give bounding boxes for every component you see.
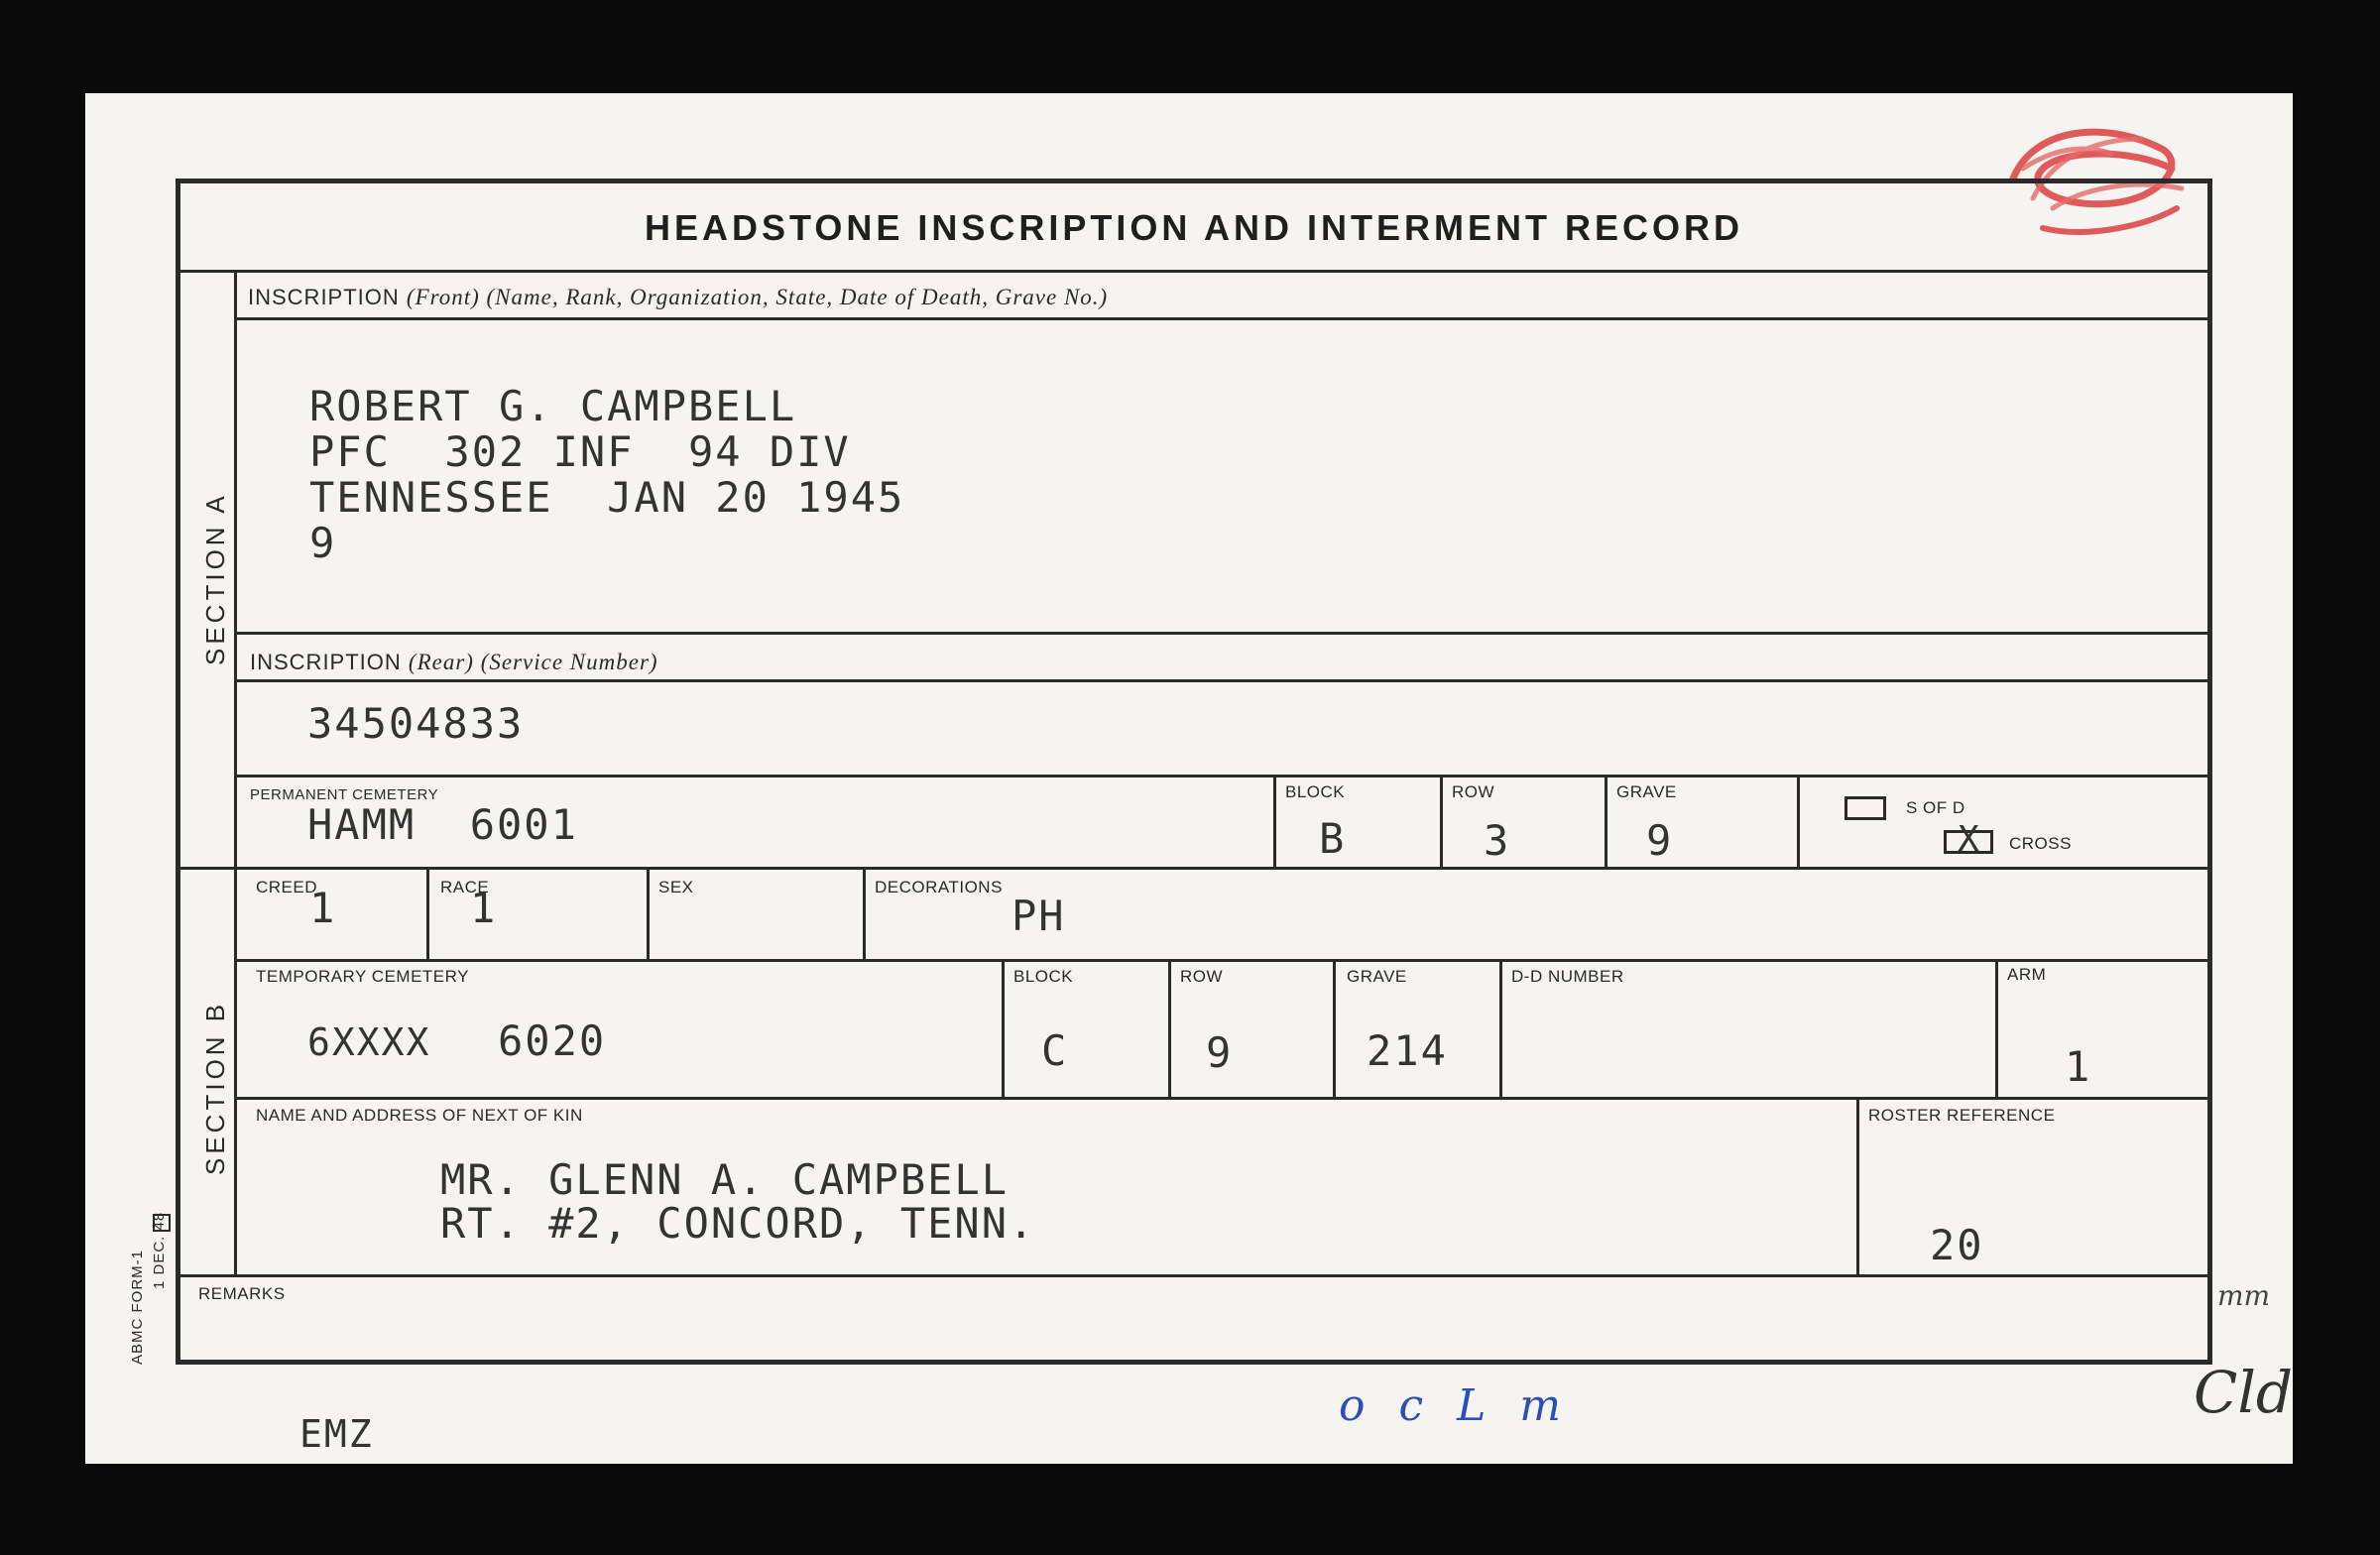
next-of-kin-line-2: RT. #2, CONCORD, TENN. — [440, 1199, 1036, 1248]
form-id-box — [153, 1214, 171, 1232]
roster-reference-value: 20 — [1930, 1221, 1984, 1269]
inscription-front-line-2: PFC 302 INF 94 DIV — [309, 427, 851, 476]
inscription-front-line-4: 9 — [309, 519, 337, 567]
inscription-front-line-1: ROBERT G. CAMPBELL — [309, 382, 797, 430]
temp-row-value: 9 — [1206, 1028, 1234, 1077]
form-title: HEADSTONE INSCRIPTION AND INTERMENT RECORD — [644, 207, 1744, 248]
perm-grave-value: 9 — [1646, 816, 1674, 865]
perm-grave-label: GRAVE — [1616, 782, 1677, 801]
section-a-label: SECTION A — [200, 492, 230, 665]
bottom-right-initials: Cld — [2194, 1359, 2294, 1426]
roster-reference-label: ROSTER REFERENCE — [1868, 1106, 2056, 1125]
service-number: 34504833 — [307, 699, 525, 748]
sofd-checkbox[interactable] — [1844, 796, 1886, 820]
headstone-record-form — [176, 179, 2212, 1365]
perm-row-label: ROW — [1452, 782, 1495, 801]
temp-grave-label: GRAVE — [1347, 967, 1407, 986]
temp-grave-value: 214 — [1367, 1026, 1448, 1075]
decorations-label: DECORATIONS — [875, 878, 1003, 897]
sofd-label: S OF D — [1906, 798, 1965, 817]
decorations-value: PH — [1012, 892, 1066, 940]
permanent-cemetery-value: HAMM 6001 — [307, 800, 578, 849]
inscription-rear-label: INSCRIPTION (Rear) (Service Number) — [250, 650, 658, 674]
temporary-cemetery-value: 6020 — [498, 1017, 607, 1065]
dd-number-label: D-D NUMBER — [1511, 967, 1624, 986]
perm-block-value: B — [1319, 814, 1347, 863]
cross-checkbox[interactable] — [1944, 819, 1993, 860]
arm-label: ARM — [2007, 965, 2047, 984]
form-id-line-2: 1 DEC. 48 — [151, 1211, 168, 1289]
creed-label: CREED — [256, 878, 318, 897]
inscription-front-line-3: TENNESSEE JAN 20 1945 — [309, 473, 905, 522]
permanent-cemetery-label: PERMANENT CEMETERY — [250, 786, 439, 803]
remarks-label: REMARKS — [198, 1284, 286, 1303]
blue-handwritten-note: o c L m — [1339, 1380, 1572, 1431]
perm-row-value: 3 — [1484, 816, 1511, 865]
right-margin-initials: mm — [2217, 1279, 2271, 1312]
next-of-kin-line-1: MR. GLENN A. CAMPBELL — [440, 1155, 1010, 1204]
race-label: RACE — [440, 878, 490, 897]
temporary-cemetery-label: TEMPORARY CEMETERY — [256, 967, 469, 986]
typed-initials: EMZ — [299, 1412, 374, 1456]
temp-block-value: C — [1041, 1026, 1069, 1075]
sex-label: SEX — [658, 878, 694, 897]
next-of-kin-label: NAME AND ADDRESS OF NEXT OF KIN — [256, 1106, 583, 1125]
creed-value: 1 — [309, 884, 337, 932]
temp-block-label: BLOCK — [1013, 967, 1074, 986]
section-b-label: SECTION B — [200, 1000, 230, 1175]
race-value: 1 — [470, 884, 498, 932]
cross-label: CROSS — [2009, 834, 2072, 853]
perm-block-label: BLOCK — [1285, 782, 1346, 801]
temporary-cemetery-struck: 6XXXX — [307, 1020, 431, 1064]
form-id-line-1: ABMC FORM-1 — [129, 1250, 146, 1365]
inscription-front-label: INSCRIPTION (Front) (Name, Rank, Organization, State, Date of Death, Grave No.) — [248, 285, 1109, 309]
temp-row-label: ROW — [1180, 967, 1224, 986]
cross-x-mark: X — [1958, 819, 1979, 860]
arm-value: 1 — [2065, 1042, 2092, 1091]
